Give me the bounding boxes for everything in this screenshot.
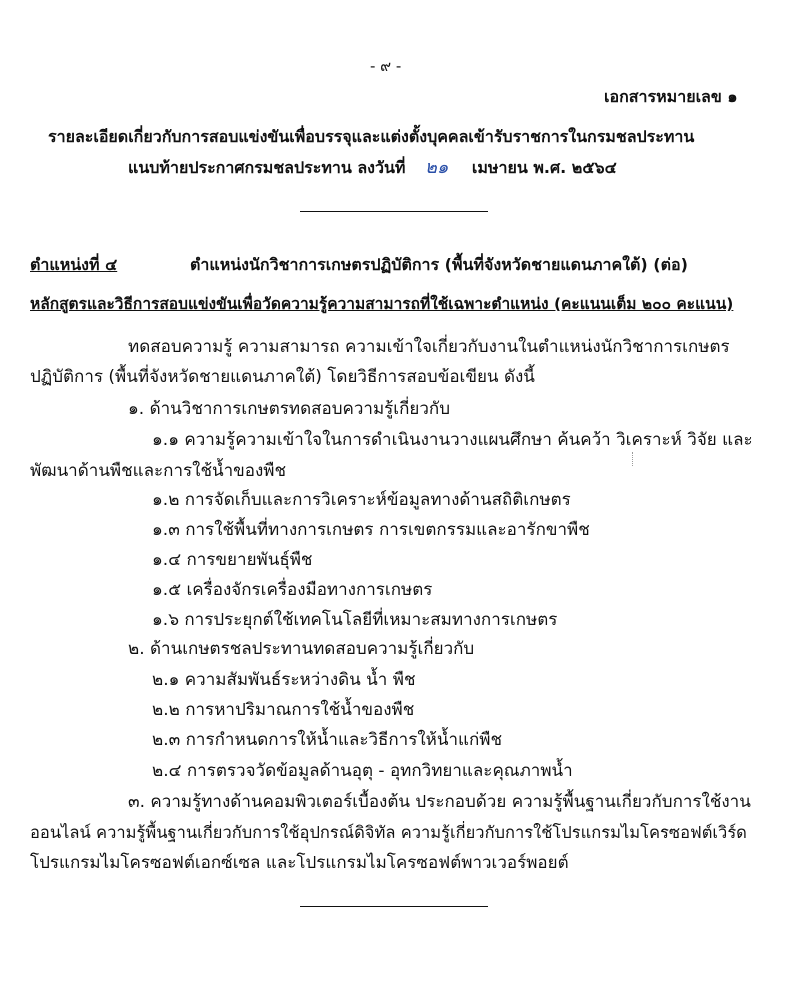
document-title-line1: รายละเอียดเกี่ยวกับการสอบแข่งขันเพื่อบรรจุและแต่งตั้งบุคคลเข้ารับราชการในกรมชลประทาน <box>48 127 695 146</box>
top-divider <box>300 211 488 212</box>
topic2-heading: ๒. ด้านเกษตรชลประทานทดสอบความรู้เกี่ยวกับ <box>128 639 475 659</box>
topic3-line2: ออนไลน์ ความรู้พื้นฐานเกี่ยวกับการใช้อุปกรณ์ดิจิทัล ความรู้เกี่ยวกับการใช้โปรแกรมไมโครซอฟต์เวิร์ด <box>30 823 747 842</box>
topic1-item1-line1: ๑.๑ ความรู้ความเข้าใจในการดำเนินงานวางแผนศึกษา ค้นคว้า วิเคราะห์ วิจัย และ <box>152 430 753 450</box>
topic3-line1: ๓. ความรู้ทางด้านคอมพิวเตอร์เบื้องต้น ประกอบด้วย ความรู้พื้นฐานเกี่ยวกับการใช้งาน <box>128 792 751 812</box>
topic1-item2: ๑.๒ การจัดเก็บและการวิเคราะห์ข้อมูลทางด้านสถิติเกษตร <box>152 490 571 510</box>
topic1-item4: ๑.๔ การขยายพันธุ์พืช <box>152 550 313 570</box>
topic2-item3: ๒.๓ การกำหนดการให้น้ำและวิธีการให้น้ำแก่พืช <box>152 730 503 750</box>
scan-speck <box>632 452 635 466</box>
topic1-item3: ๑.๓ การใช้พื้นที่ทางการเกษตร การเขตกรรมและอารักขาพืช <box>152 520 590 540</box>
document-reference: เอกสารหมายเลข ๑ <box>604 87 738 106</box>
topic1-heading: ๑. ด้านวิชาการเกษตรทดสอบความรู้เกี่ยวกับ <box>128 399 451 419</box>
page-number: - ๙ - <box>370 57 402 75</box>
bottom-divider <box>300 906 488 907</box>
topic1-item1-line2: พัฒนาด้านพืชและการใช้น้ำของพืช <box>30 461 287 481</box>
title-date-prefix: แนบท้ายประกาศกรมชลประทาน ลงวันที่ <box>128 158 406 177</box>
position-label: ตำแหน่งที่ ๔ <box>30 255 118 274</box>
intro-line2: ปฏิบัติการ (พื้นที่จังหวัดชายแดนภาคใต้) โดยวิธีการสอบข้อเขียน ดังนี้ <box>30 367 535 387</box>
document-title-line2 <box>128 157 617 179</box>
topic2-item4: ๒.๔ การตรวจวัดข้อมูลด้านอุตุ - อุทกวิทยาและคุณภาพน้ำ <box>152 761 573 781</box>
intro-line1: ทดสอบความรู้ ความสามารถ ความเข้าใจเกี่ยวกับงานในตำแหน่งนักวิชาการเกษตร <box>128 337 730 357</box>
topic2-item1: ๒.๑ ความสัมพันธ์ระหว่างดิน น้ำ พืช <box>152 670 416 690</box>
topic1-item6: ๑.๖ การประยุกต์ใช้เทคโนโลยีที่เหมาะสมทางการเกษตร <box>152 610 558 630</box>
position-name: ตำแหน่งนักวิชาการเกษตรปฏิบัติการ (พื้นที่จังหวัดชายแดนภาคใต้) (ต่อ) <box>190 255 688 274</box>
title-date-suffix: เมษายน พ.ศ. ๒๕๖๔ <box>471 158 617 177</box>
topic1-item5: ๑.๕ เครื่องจักรเครื่องมือทางการเกษตร <box>152 580 433 600</box>
topic3-line3: โปรแกรมไมโครซอฟต์เอกซ์เซล และโปรแกรมไมโครซอฟต์พาวเวอร์พอยต์ <box>30 853 569 873</box>
section-heading: หลักสูตรและวิธีการสอบแข่งขันเพื่อวัดความรู้ความสามารถที่ใช้เฉพาะตำแหน่ง (คะแนนเต็ม ๒๐๐ คะแนน) <box>30 295 734 313</box>
topic2-item2: ๒.๒ การหาปริมาณการใช้น้ำของพืช <box>152 700 415 720</box>
title-date-day: ๒๑ <box>425 157 449 178</box>
